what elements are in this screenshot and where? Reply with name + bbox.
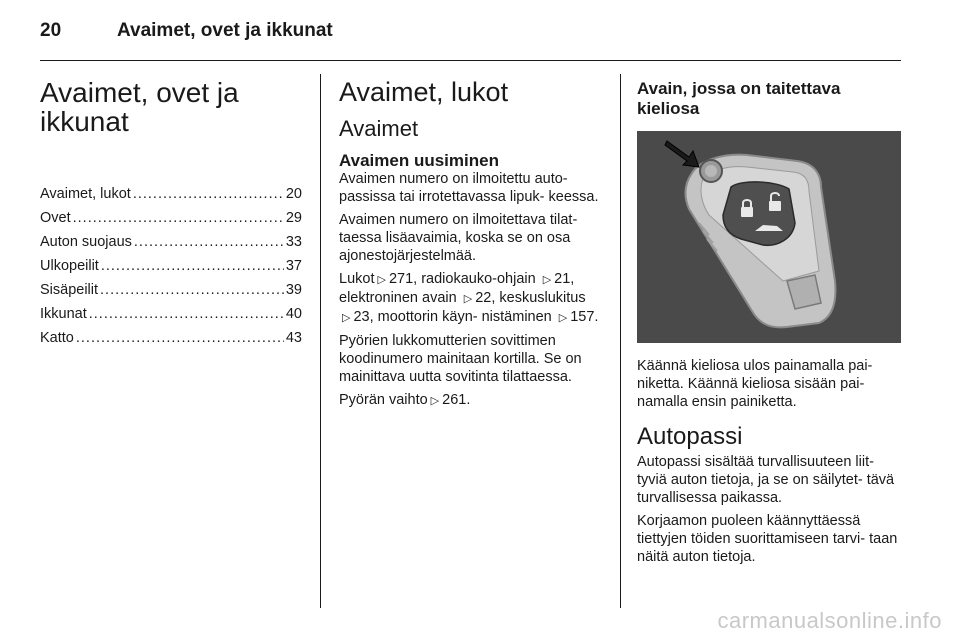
topic-heading: Avaimen uusiminen xyxy=(339,151,499,170)
reference-arrow-icon: ▷ xyxy=(377,274,386,286)
paragraph: Korjaamon puoleen käännyttäessä tiettyjen töiden suorittamiseen tarvi- taan näitä auton tietoja. xyxy=(637,513,898,565)
ref-link[interactable]: 261. xyxy=(442,392,471,408)
paragraph: Avaimen numero on ilmoitettu auto- passissa tai irrotettavassa lipuk- keessa. xyxy=(339,171,599,205)
toc-entry[interactable] xyxy=(40,230,302,254)
toc-label: Ovet xyxy=(40,210,71,226)
toc-leader xyxy=(100,278,284,302)
button-panel xyxy=(723,182,795,245)
toc-entry[interactable] xyxy=(40,182,302,206)
subsection-title: Avaimet xyxy=(339,116,419,141)
watermark: carmanualsonline.info xyxy=(717,608,942,633)
toc-label: Katto xyxy=(40,330,74,346)
reference-arrow-icon: ▷ xyxy=(430,395,440,407)
toc-label: Ulkopeilit xyxy=(40,258,99,274)
toc-label: Avaimet, lukot xyxy=(40,186,131,202)
toc-page: 20 xyxy=(285,186,302,202)
page-number: 20 xyxy=(40,20,62,41)
toc-label: Ikkunat xyxy=(40,306,87,322)
ref-link[interactable]: 23, moottorin käyn- nistäminen xyxy=(353,309,552,325)
toc-leader xyxy=(101,254,284,278)
paragraph: Avaimen numero on ilmoitettava tilat- taessa lisäavaimia, koska se on osa ajonestojärjestelmää. xyxy=(339,212,578,264)
folding-key-image xyxy=(637,131,901,343)
toc-label: Sisäpeilit xyxy=(40,282,99,298)
toc-entry[interactable] xyxy=(40,326,302,350)
cross-reference-paragraph xyxy=(339,270,603,327)
key-illustration xyxy=(637,131,901,343)
column-divider-1 xyxy=(320,74,321,608)
toc-entry[interactable] xyxy=(40,206,302,230)
ref-text: Lukot xyxy=(339,271,375,287)
side-column xyxy=(637,74,903,571)
section-name: Avaimet, ovet ja ikkunat xyxy=(117,20,333,41)
ref-link[interactable]: 22, keskuslukitus xyxy=(475,290,586,306)
toc-page: 33 xyxy=(285,234,302,250)
toc-page: 37 xyxy=(285,258,302,274)
toc-list xyxy=(40,182,302,350)
toc-label: Auton suojaus xyxy=(40,234,132,250)
toc-page: 43 xyxy=(285,330,302,346)
ref-link[interactable]: 157. xyxy=(570,309,599,325)
toc-entry[interactable] xyxy=(40,254,302,278)
chapter-toc xyxy=(40,74,302,350)
toc-page: 39 xyxy=(285,282,302,298)
ref-text: Pyörän vaihto xyxy=(339,392,428,408)
toc-leader xyxy=(73,206,284,230)
paragraph: Käännä kieliosa ulos painamalla pai- niketta. Käännä kieliosa sisään pai- namalla ensin painiketta. xyxy=(637,358,873,410)
toc-page: 29 xyxy=(285,210,302,226)
cross-reference-paragraph xyxy=(339,391,603,410)
section-title: Avaimet, lukot xyxy=(339,77,509,107)
toc-leader xyxy=(76,326,284,350)
paragraph: Autopassi sisältää turvallisuuteen liit- tyviä auton tietoja, ja se on säilytet- tävä turvallisessa paikassa. xyxy=(637,454,895,506)
paragraph: Pyörien lukkomutterien sovittimen koodinumero mainitaan kortilla. Se on mainittava uutta sovitinta tilattaessa. xyxy=(339,333,582,385)
toc-leader xyxy=(89,302,284,326)
release-button-center xyxy=(705,165,717,177)
toc-entry[interactable] xyxy=(40,278,302,302)
ref-link[interactable]: 21, elektroninen avain xyxy=(339,271,575,306)
column-divider-2 xyxy=(620,74,621,608)
section-title: Autopassi xyxy=(637,423,743,450)
running-header xyxy=(40,20,333,44)
reference-arrow-icon: ▷ xyxy=(558,312,568,324)
toc-entry[interactable] xyxy=(40,302,302,326)
reference-arrow-icon: ▷ xyxy=(542,274,552,286)
header-rule xyxy=(40,60,901,61)
ref-link[interactable]: 271, radiokauko-ohjain xyxy=(388,271,536,287)
toc-leader xyxy=(134,230,284,254)
reference-arrow-icon: ▷ xyxy=(463,293,473,305)
reference-arrow-icon: ▷ xyxy=(342,312,351,324)
chapter-title: Avaimet, ovet ja ikkunat xyxy=(40,77,239,137)
toc-page: 40 xyxy=(285,306,302,322)
main-column xyxy=(339,74,603,415)
topic-heading: Avain, jossa on taitettava kieliosa xyxy=(637,79,841,118)
toc-leader xyxy=(133,182,284,206)
